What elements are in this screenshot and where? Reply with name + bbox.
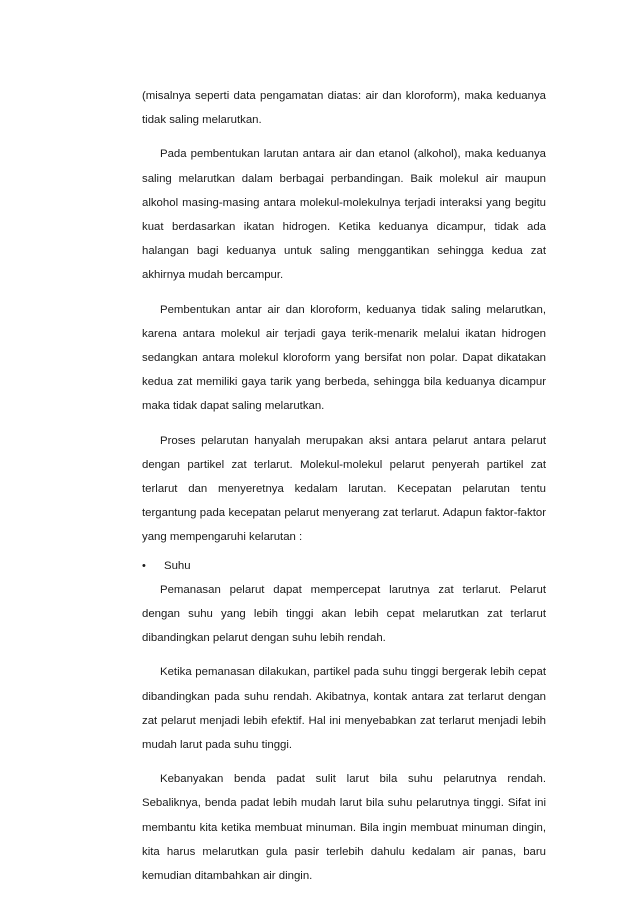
paragraph-air-etanol: Pada pembentukan larutan antara air dan etanol (alkohol), maka keduanya saling melarutkan dalam berbagai perbandingan. Baik molekul air maupun alkohol masing-masing antara molekul-molekulnya terjadi interaksi yang begitu kuat berdasarkan ikatan hidrogen. Ketika keduanya dicampur, tidak ada halangan bagi keduanya untuk saling menggantikan sehingga kedua zat akhirnya mudah bercampur. — [142, 148, 546, 282]
paragraph-proses-pelarutan: Proses pelarutan hanyalah merupakan aksi antara pelarut antara pelarut dengan partikel zat terlarut. Molekul-molekul pelarut penyerah partikel zat terlarut dan menyeretnya kedalam larutan. Kecepatan pelarutan tentu tergantung pada kecepatan pelarut menyerang zat terlarut. Adapun faktor-faktor yang mempengaruhi kelarutan : — [142, 434, 546, 544]
paragraph-continuation: (misalnya seperti data pengamatan diatas: air dan kloroform), maka keduanya tidak saling melarutkan. — [142, 90, 546, 127]
document-page — [142, 84, 546, 898]
bullet-item-suhu — [142, 554, 546, 578]
bullet-icon: • — [142, 559, 146, 572]
bullet-label: Suhu — [164, 559, 191, 572]
paragraph-ketika-pemanasan: Ketika pemanasan dilakukan, partikel pada suhu tinggi bergerak lebih cepat dibandingkan pada suhu rendah. Akibatnya, kontak antara zat terlarut dengan zat pelarut menjadi lebih efektif. Hal ini menyebabkan zat terlarut menjadi lebih mudah larut pada suhu tinggi. — [142, 666, 546, 752]
paragraph-air-kloroform: Pembentukan antar air dan kloroform, keduanya tidak saling melarutkan, karena antara molekul air terjadi gaya terik-menarik melalui ikatan hidrogen sedangkan antara molekul kloroform yang bersifat non polar. Dapat dikatakan kedua zat memiliki gaya tarik yang berbeda, sehingga bila keduanya dicampur maka tidak dapat saling melarutkan. — [142, 303, 546, 413]
paragraph-benda-padat: Kebanyakan benda padat sulit larut bila suhu pelarutnya rendah. Sebaliknya, benda padat lebih mudah larut bila suhu pelarutnya tinggi. Sifat ini membantu kita ketika membuat minuman. Bila ingin membuat minuman dingin, kita harus melarutkan gula pasir terlebih dahulu kedalam air panas, baru kemudian ditambahkan air dingin. — [142, 773, 546, 883]
paragraph-pemanasan: Pemanasan pelarut dapat mempercepat larutnya zat terlarut. Pelarut dengan suhu yang lebih tinggi akan lebih cepat melarutkan zat terlarut dibandingkan pelarut dengan suhu lebih rendah. — [142, 583, 546, 645]
